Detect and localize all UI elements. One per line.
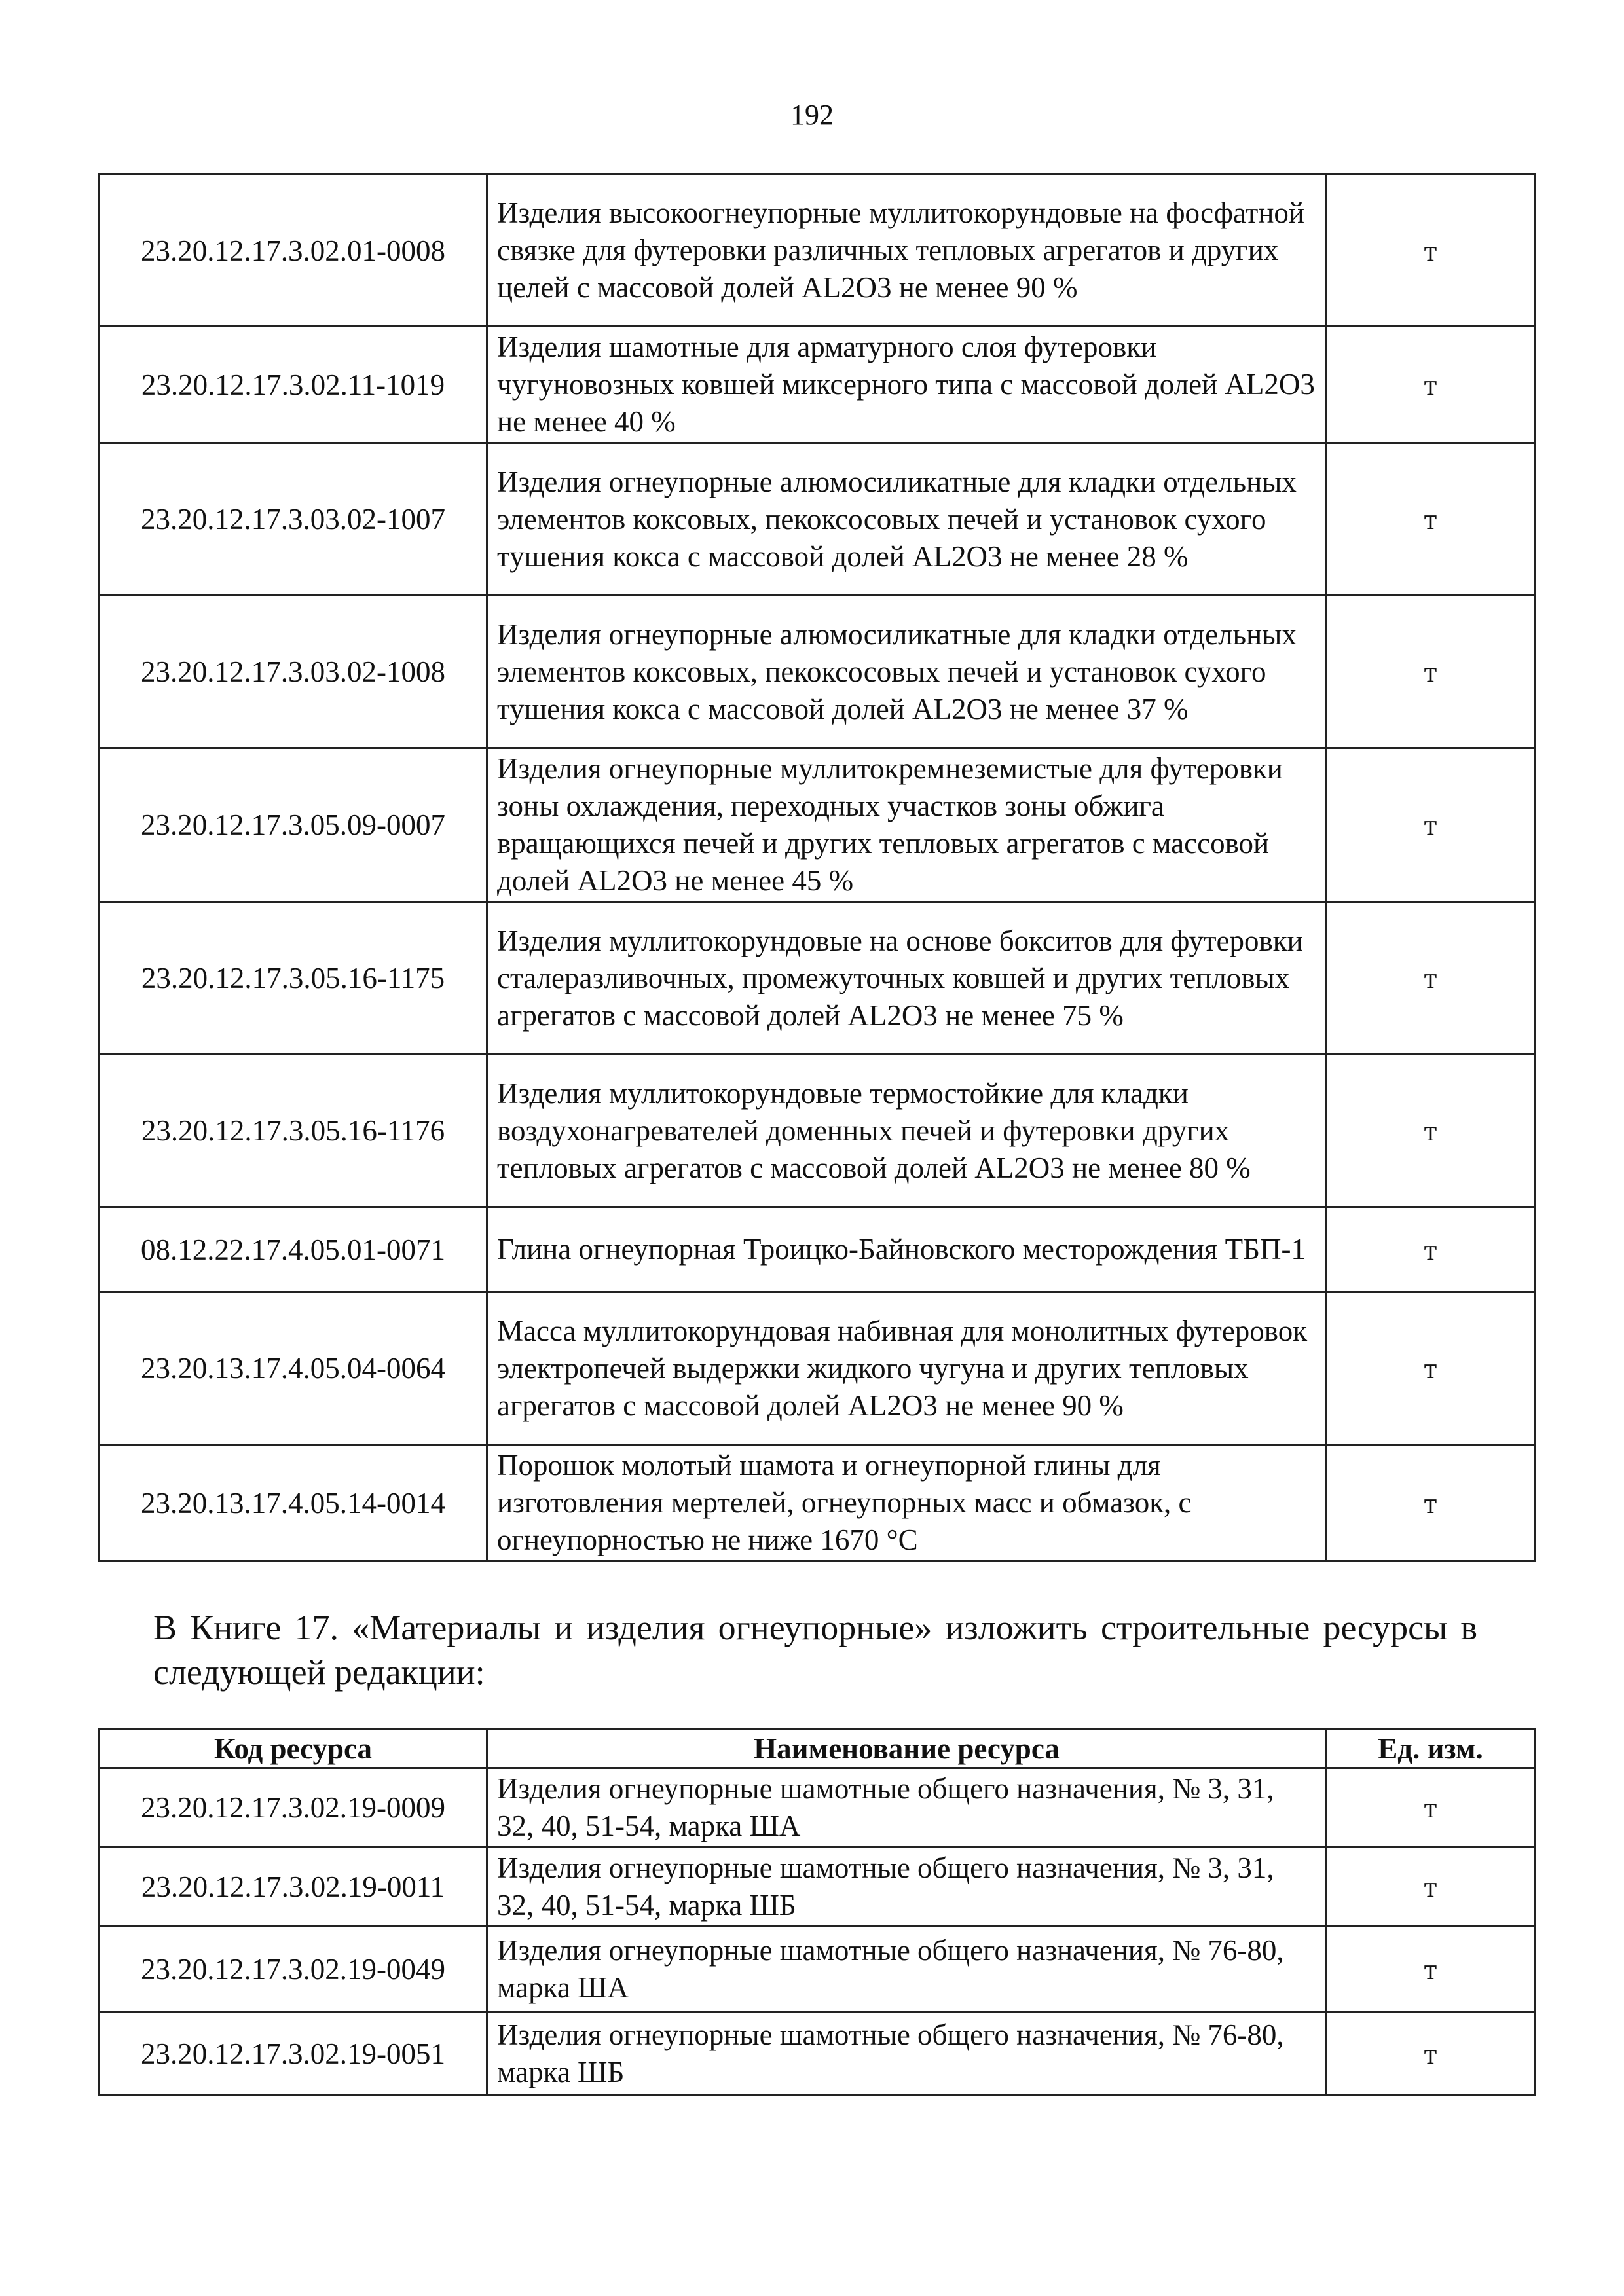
resource-table-continued: [98, 173, 1536, 1562]
table-row: [100, 748, 1535, 902]
table-row: [100, 175, 1535, 327]
resource-unit: т: [1327, 2012, 1535, 2096]
resource-unit: т: [1327, 1927, 1535, 2012]
resource-unit: т: [1327, 596, 1535, 748]
page-number: 192: [790, 99, 834, 131]
table-row: [100, 1055, 1535, 1207]
table-row: [100, 902, 1535, 1055]
resource-unit: т: [1327, 1207, 1535, 1292]
resource-code: 23.20.12.17.3.05.09-0007: [100, 748, 487, 902]
table-row: [100, 443, 1535, 596]
header-code: Код ресурса: [100, 1730, 487, 1768]
resource-unit: т: [1327, 1445, 1535, 1561]
table-row: [100, 327, 1535, 443]
resource-unit: т: [1327, 1768, 1535, 1848]
table-row: [100, 1848, 1535, 1927]
table-header-row: [100, 1730, 1535, 1768]
resource-unit: т: [1327, 443, 1535, 596]
resource-code: 23.20.13.17.4.05.14-0014: [100, 1445, 487, 1561]
resource-code: 23.20.13.17.4.05.04-0064: [100, 1292, 487, 1445]
table-row: [100, 1768, 1535, 1848]
table-row: [100, 596, 1535, 748]
resource-unit: т: [1327, 175, 1535, 327]
resource-code: 23.20.12.17.3.02.19-0049: [100, 1927, 487, 2012]
header-unit: Ед. изм.: [1327, 1730, 1535, 1768]
resource-code: 23.20.12.17.3.02.19-0051: [100, 2012, 487, 2096]
resource-name: Изделия огнеупорные муллитокремнеземистые для футеровки зоны охлаждения, переходных участков зоны обжига вращающихся печей и других тепловых агрегатов с массовой долей AL2O3 не менее 45 %: [487, 748, 1327, 902]
resource-unit: т: [1327, 1848, 1535, 1927]
table-row: [100, 1207, 1535, 1292]
resource-name: Изделия огнеупорные шамотные общего назначения, № 3, 31, 32, 40, 51-54, марка ШБ: [487, 1848, 1327, 1927]
resource-code: 23.20.12.17.3.02.01-0008: [100, 175, 487, 327]
resource-name: Изделия огнеупорные алюмосиликатные для кладки отдельных элементов коксовых, пекоксосовых печей и установок сухого тушения кокса с массовой долей AL2O3 не менее 37 %: [487, 596, 1327, 748]
resource-code: 23.20.12.17.3.05.16-1175: [100, 902, 487, 1055]
resource-name: Изделия огнеупорные алюмосиликатные для кладки отдельных элементов коксовых, пекоксосовых печей и установок сухого тушения кокса с массовой долей AL2O3 не менее 28 %: [487, 443, 1327, 596]
resource-code: 08.12.22.17.4.05.01-0071: [100, 1207, 487, 1292]
resource-table-new: [98, 1728, 1536, 2096]
resource-name: Изделия огнеупорные шамотные общего назначения, № 76-80, марка ШБ: [487, 2012, 1327, 2096]
resource-unit: т: [1327, 748, 1535, 902]
resource-name: Глина огнеупорная Троицко-Байновского месторождения ТБП-1: [487, 1207, 1327, 1292]
resource-name: Порошок молотый шамота и огнеупорной глины для изготовления мертелей, огнеупорных масс и обмазок, с огнеупорностью не ниже 1670 °C: [487, 1445, 1327, 1561]
resource-name: Изделия муллитокорундовые термостойкие для кладки воздухонагревателей доменных печей и футеровки других тепловых агрегатов с массовой долей AL2O3 не менее 80 %: [487, 1055, 1327, 1207]
resource-code: 23.20.12.17.3.03.02-1007: [100, 443, 487, 596]
table-row: [100, 1927, 1535, 2012]
resource-name: Масса муллитокорундовая набивная для монолитных футеровок электропечей выдержки жидкого чугуна и других тепловых агрегатов с массовой долей AL2O3 не менее 90 %: [487, 1292, 1327, 1445]
resource-name: Изделия шамотные для арматурного слоя футеровки чугуновозных ковшей миксерного типа с массовой долей AL2O3 не менее 40 %: [487, 327, 1327, 443]
table-row: [100, 1292, 1535, 1445]
resource-unit: т: [1327, 1292, 1535, 1445]
resource-code: 23.20.12.17.3.02.19-0011: [100, 1848, 487, 1927]
header-name: Наименование ресурса: [487, 1730, 1327, 1768]
resource-name: Изделия огнеупорные шамотные общего назначения, № 3, 31, 32, 40, 51-54, марка ША: [487, 1768, 1327, 1848]
table-row: [100, 2012, 1535, 2096]
resource-name: Изделия высокоогнеупорные муллитокорундовые на фосфатной связке для футеровки различных тепловых агрегатов и других целей с массовой долей AL2O3 не менее 90 %: [487, 175, 1327, 327]
resource-unit: т: [1327, 902, 1535, 1055]
table-row: [100, 1445, 1535, 1561]
resource-code: 23.20.12.17.3.02.19-0009: [100, 1768, 487, 1848]
resource-code: 23.20.12.17.3.02.11-1019: [100, 327, 487, 443]
resource-unit: т: [1327, 327, 1535, 443]
resource-code: 23.20.12.17.3.03.02-1008: [100, 596, 487, 748]
resource-code: 23.20.12.17.3.05.16-1176: [100, 1055, 487, 1207]
resource-unit: т: [1327, 1055, 1535, 1207]
instruction-paragraph: В Книге 17. «Материалы и изделия огнеупорные» изложить строительные ресурсы в следующей редакции:: [153, 1608, 1477, 1692]
resource-name: Изделия муллитокорундовые на основе бокситов для футеровки сталеразливочных, промежуточных ковшей и других тепловых агрегатов с массовой долей AL2O3 не менее 75 %: [487, 902, 1327, 1055]
resource-name: Изделия огнеупорные шамотные общего назначения, № 76-80, марка ША: [487, 1927, 1327, 2012]
